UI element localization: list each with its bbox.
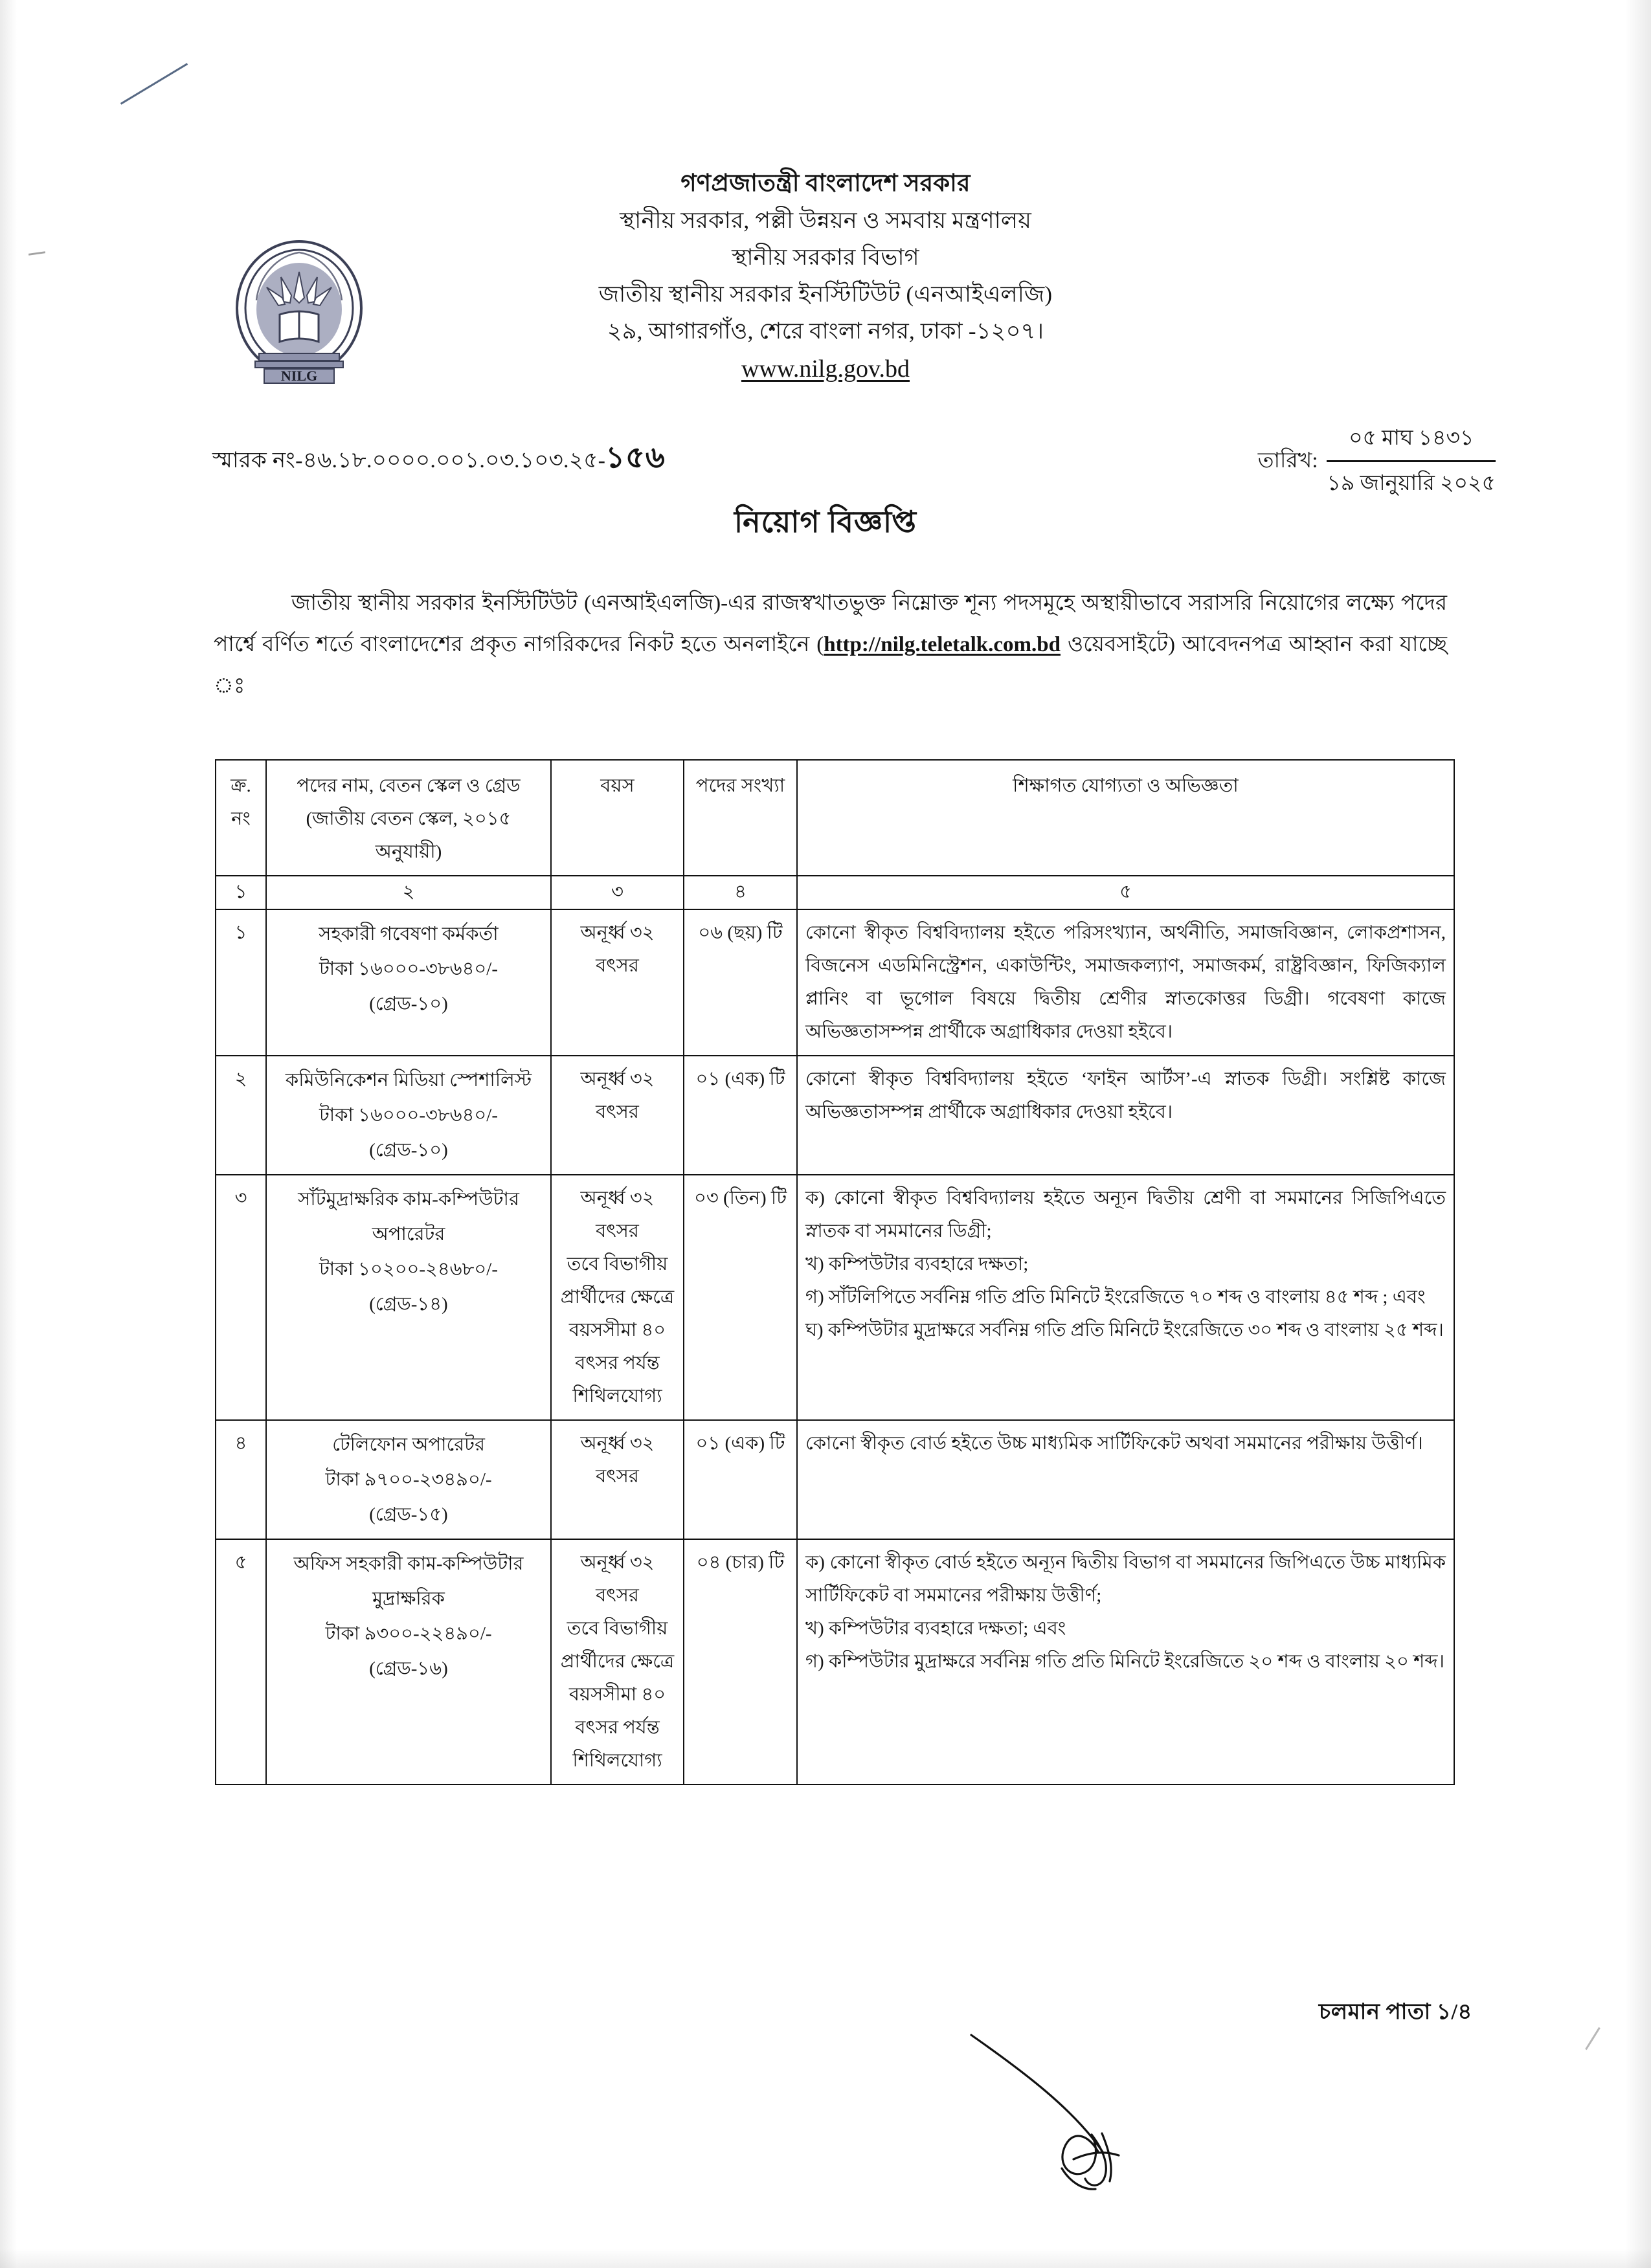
colnum-1: ১ — [216, 876, 266, 909]
header-qualification: শিক্ষাগত যোগ্যতা ও অভিজ্ঞতা — [797, 760, 1454, 876]
date-block — [1258, 421, 1496, 502]
header-serial-l2: নং — [231, 808, 251, 829]
colnum-2: ২ — [266, 876, 551, 909]
row-qualification-item: ক) কোনো স্বীকৃত বিশ্ববিদ্যালয় হইতে অন্যূন দ্বিতীয় শ্রেণী বা সমমানের সিজিপিএতে স্নাতক বা সমমানের ডিগ্রী; — [805, 1188, 1446, 1241]
row-post — [266, 1175, 551, 1420]
row-serial: ৫ — [216, 1539, 266, 1784]
vacancy-table — [215, 759, 1455, 1785]
row-post — [266, 1539, 551, 1784]
row-age-limit: অনূর্ধ্ব ৩২ বৎসর — [580, 922, 655, 976]
row-post-name: কমিউনিকেশন মিডিয়া স্পেশালিস্ট — [285, 1070, 532, 1091]
colnum-4: ৪ — [684, 876, 797, 909]
row-post-salary: টাকা ১৬০০০-৩৮৬৪০/- — [319, 1105, 498, 1126]
intro-paragraph — [214, 583, 1447, 707]
header-age: বয়স — [551, 760, 684, 876]
row-post-count: ০৪ (চার) টি — [684, 1539, 797, 1784]
row-post-salary: টাকা ৯৩০০-২২৪৯০/- — [325, 1623, 492, 1644]
date-bangla: ০৫ মাঘ ১৪৩১ — [1327, 421, 1496, 462]
letterhead — [0, 165, 1651, 388]
colnum-3: ৩ — [551, 876, 684, 909]
header-serial — [216, 760, 266, 876]
row-qualification-text: কোনো স্বীকৃত বিশ্ববিদ্যালয় হইতে পরিসংখ্যান, অর্থনীতি, সমাজবিজ্ঞান, লোকপ্রশাসন, বিজনেস এডমিনিস্ট্রেশন, একাউন্টিং, সমাজকল্যাণ, সমাজকর্ম, রাষ্ট্রবিজ্ঞান, ফিজিক্যাল প্লানিং বা ভূগোল বিষয়ে দ্বিতীয় শ্রেণীর স্নাতকোত্তর ডিগ্রী। গবেষণা কাজে অভিজ্ঞতাসম্পন্ন প্রার্থীকে অগ্রাধিকার দেওয়া হইবে। — [805, 922, 1446, 1042]
row-post-grade: (গ্রেড-১৪) — [369, 1294, 448, 1315]
row-serial: ৩ — [216, 1175, 266, 1420]
row-qualification-item: গ) সাঁটলিপিতে সর্বনিম্ন গতি প্রতি মিনিটে ইংরেজিতে ৭০ শব্দ ও বাংলায় ৪৫ শব্দ ; এবং — [805, 1287, 1426, 1307]
row-post-count: ০১ (এক) টি — [684, 1420, 797, 1539]
memo-number-text: স্মারক নং-৪৬.১৮.০০০০.০০১.০৩.১০৩.২৫- — [212, 449, 606, 472]
row-post-grade: (গ্রেড-১৫) — [369, 1504, 448, 1525]
row-post-name: টেলিফোন অপারেটর — [332, 1434, 485, 1455]
letterhead-line-institute: জাতীয় স্থানীয় সরকার ইনস্টিটিউট (এনআইএলজি) — [598, 282, 1053, 307]
row-serial: ১ — [216, 909, 266, 1056]
row-post-grade: (গ্রেড-১৬) — [369, 1658, 448, 1679]
row-qualification — [797, 1539, 1454, 1784]
table-row — [216, 909, 1454, 1056]
row-age — [551, 909, 684, 1056]
header-serial-l1: ক্র. — [230, 775, 251, 796]
table-header-row — [216, 760, 1454, 876]
intro-text-part2: ওয়েবসাইটে) আবেদনপত্র আহ্বান করা যাচ্ছে ঃ — [214, 633, 1447, 698]
row-qualification — [797, 909, 1454, 1056]
row-post-name: সাঁটমুদ্রাক্ষরিক কাম-কম্পিউটার অপারেটর — [298, 1189, 519, 1245]
header-post-l2: (জাতীয় বেতন স্কেল, ২০১৫ — [306, 808, 511, 829]
page-title: নিয়োগ বিজ্ঞপ্তি — [734, 506, 917, 539]
table-row — [216, 1056, 1454, 1175]
scan-artifact-mark — [1585, 2027, 1600, 2051]
letterhead-line-government: গণপ্রজাতন্ত্রী বাংলাদেশ সরকার — [680, 170, 971, 197]
page-continuation-note: চলমান পাতা ১/৪ — [1318, 2000, 1472, 2024]
intro-text-part1: জাতীয় স্থানীয় সরকার ইনস্টিটিউট (এনআইএলজি)-এর রাজস্বখাতভুক্ত নিম্নোক্ত শূন্য পদসমূহে অস্থায়ীভাবে সরাসরি নিয়োগের লক্ষ্যে পদের পার্শ্বে বর্ণিত শর্তে বাংলাদেশের প্রকৃত নাগরিকদের নিকট হতে অনলাইনে ( — [214, 592, 1447, 656]
letterhead-line-address: ২৯, আগারগাঁও, শেরে বাংলা নগর, ঢাকা -১২০৭। — [607, 318, 1044, 344]
row-post-count: ০৬ (ছয়) টি — [684, 909, 797, 1056]
header-post-l1: পদের নাম, বেতন স্কেল ও গ্রেড — [297, 775, 521, 796]
letterhead-website-link[interactable]: www.nilg.gov.bd — [741, 355, 910, 383]
row-serial: ২ — [216, 1056, 266, 1175]
row-qualification-item: ক) কোনো স্বীকৃত বোর্ড হইতে অন্যূন দ্বিতীয় বিভাগ বা সমমানের জিপিএতে উচ্চ মাধ্যমিক সার্টিফিকেট বা সমমানের পরীক্ষায় উত্তীর্ণ; — [805, 1552, 1446, 1606]
row-age — [551, 1539, 684, 1784]
row-age — [551, 1175, 684, 1420]
memo-number-handwritten-suffix: ১৫৬ — [605, 441, 666, 474]
row-post — [266, 1056, 551, 1175]
row-qualification — [797, 1175, 1454, 1420]
letterhead-line-ministry: স্থানীয় সরকার, পল্লী উন্নয়ন ও সমবায় মন্ত্রণালয় — [619, 208, 1032, 233]
row-age — [551, 1420, 684, 1539]
row-qualification-item: ঘ) কম্পিউটার মুদ্রাক্ষরে সর্বনিম্ন গতি প্রতি মিনিটে ইংরেজিতে ৩০ শব্দ ও বাংলায় ২৫ শব্দ। — [805, 1320, 1444, 1340]
row-post-name: অফিস সহকারী কাম-কম্পিউটার মুদ্রাক্ষরিক — [293, 1553, 524, 1609]
header-post-l3: অনুযায়ী) — [375, 841, 442, 862]
row-qualification — [797, 1420, 1454, 1539]
row-serial: ৪ — [216, 1420, 266, 1539]
row-post-grade: (গ্রেড-১০) — [369, 1140, 448, 1161]
row-qualification-item: গ) কম্পিউটার মুদ্রাক্ষরে সর্বনিম্ন গতি প্রতি মিনিটে ইংরেজিতে ২০ শব্দ ও বাংলায় ২০ শব্দ। — [805, 1651, 1445, 1672]
row-post-count: ০১ (এক) টি — [684, 1056, 797, 1175]
row-age — [551, 1056, 684, 1175]
row-age-relaxation: তবে বিভাগীয় প্রার্থীদের ক্ষেত্রে বয়সসীমা ৪০ বৎসর পর্যন্ত শিথিলযোগ্য — [560, 1254, 675, 1406]
row-age-limit: অনূর্ধ্ব ৩২ বৎসর — [580, 1552, 655, 1606]
row-post-name: সহকারী গবেষণা কর্মকর্তা — [319, 924, 499, 944]
row-post — [266, 1420, 551, 1539]
row-qualification-text: কোনো স্বীকৃত বোর্ড হইতে উচ্চ মাধ্যমিক সার্টিফিকেট অথবা সমমানের পরীক্ষায় উত্তীর্ণ। — [805, 1433, 1423, 1454]
date-label: তারিখ: — [1257, 449, 1318, 472]
scan-artifact-mark — [120, 63, 188, 104]
row-post-grade: (গ্রেড-১০) — [369, 994, 448, 1014]
handwritten-signature — [965, 2032, 1237, 2214]
row-age-relaxation: তবে বিভাগীয় প্রার্থীদের ক্ষেত্রে বয়সসীমা ৪০ বৎসর পর্যন্ত শিথিলযোগ্য — [560, 1618, 675, 1771]
logo-acronym-text: NILG — [280, 368, 318, 384]
table-row — [216, 1420, 1454, 1539]
letterhead-line-division: স্থানীয় সরকার বিভাগ — [732, 245, 919, 270]
row-qualification-item: খ) কম্পিউটার ব্যবহারে দক্ষতা; এবং — [805, 1618, 1066, 1639]
row-qualification-item: খ) কম্পিউটার ব্যবহারে দক্ষতা; — [805, 1254, 1029, 1274]
row-post-salary: টাকা ১০২০০-২৪৬৮০/- — [319, 1259, 498, 1280]
row-age-limit: অনূর্ধ্ব ৩২ বৎসর — [580, 1433, 655, 1487]
header-post-count: পদের সংখ্যা — [684, 760, 797, 876]
row-post — [266, 909, 551, 1056]
row-age-limit: অনূর্ধ্ব ৩২ বৎসর — [580, 1188, 655, 1241]
row-post-salary: টাকা ৯৭০০-২৩৪৯০/- — [325, 1469, 492, 1490]
header-post-name — [266, 760, 551, 876]
scan-edge-bottom — [0, 2249, 1651, 2268]
table-row — [216, 1175, 1454, 1420]
row-qualification-text: কোনো স্বীকৃত বিশ্ববিদ্যালয় হইতে ‘ফাইন আর্টস’-এ স্নাতক ডিগ্রী। সংশ্লিষ্ট কাজে অভিজ্ঞতাসম্পন্ন প্রার্থীকে অগ্রাধিকার দেওয়া হইবে। — [805, 1069, 1446, 1122]
table-row — [216, 1539, 1454, 1784]
memo-number — [212, 435, 666, 484]
colnum-5: ৫ — [797, 876, 1454, 909]
table-column-number-row — [216, 876, 1454, 909]
row-age-limit: অনূর্ধ্ব ৩২ বৎসর — [580, 1069, 655, 1122]
row-post-count: ০৩ (তিন) টি — [684, 1175, 797, 1420]
row-post-salary: টাকা ১৬০০০-৩৮৬৪০/- — [319, 959, 498, 979]
row-qualification — [797, 1056, 1454, 1175]
date-english: ১৯ জানুয়ারি ২০২৫ — [1327, 472, 1496, 495]
application-website-url[interactable]: http://nilg.teletalk.com.bd — [824, 633, 1061, 656]
date-values — [1327, 421, 1496, 502]
